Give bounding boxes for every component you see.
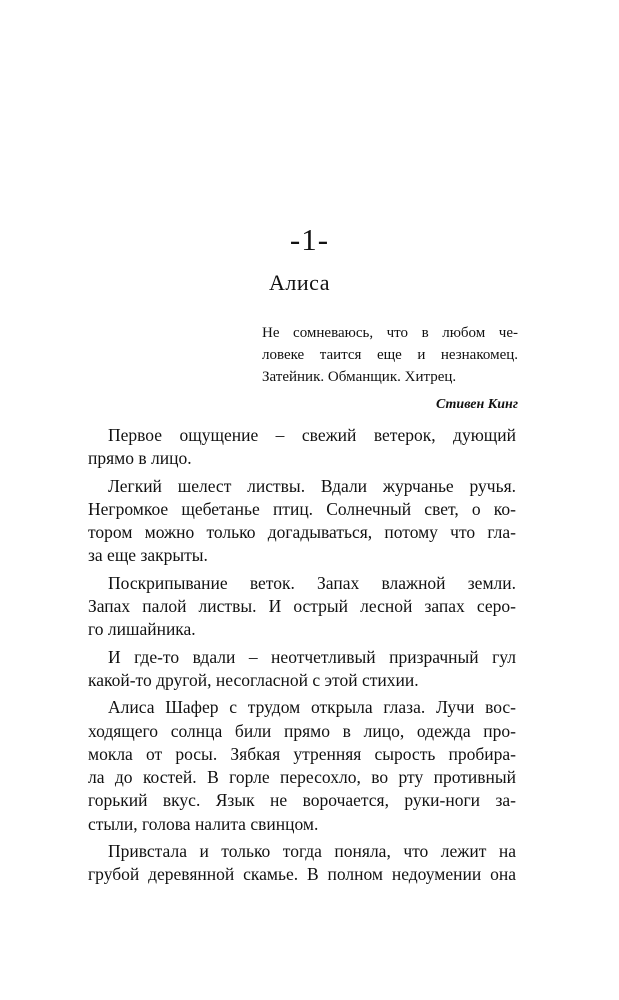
text-line: мокла от росы. Зябкая утренняя сырость пробира- — [88, 743, 516, 764]
epigraph-author: Стивен Кинг — [435, 397, 518, 412]
text-line: ходящего солнца били прямо в лицо, одежда про- — [88, 720, 516, 741]
text-line: Алиса Шафер с трудом открыла глаза. Лучи вос- — [108, 697, 516, 718]
paragraph — [88, 424, 516, 471]
epigraph-line: ловеке таится еще и незнакомец. — [262, 347, 518, 363]
text-line: прямо в лицо. — [88, 448, 192, 469]
chapter-number: -1- — [289, 222, 330, 257]
text-line: ла до костей. В горле пересохло, во рту противный — [88, 767, 516, 788]
text-line: Поскрипывание веток. Запах влажной земли. — [108, 572, 516, 593]
text-line: стыли, голова налита свинцом. — [88, 813, 319, 834]
text-line: горький вкус. Язык не ворочается, руки-ноги за- — [88, 790, 516, 811]
paragraph — [88, 646, 516, 693]
text-line: Запах палой листвы. И острый лесной запах серо- — [88, 596, 516, 617]
epigraph — [262, 322, 518, 416]
text-line: какой-то другой, несогласной с этой стихии. — [88, 669, 419, 690]
paragraph — [88, 572, 516, 642]
body-text — [88, 424, 516, 891]
text-line: го лишайника. — [88, 619, 196, 640]
paragraph — [88, 840, 516, 887]
text-line: за еще закрыты. — [88, 545, 208, 566]
text-line: Первое ощущение – свежий ветерок, дующий — [108, 425, 516, 445]
chapter-title: Алиса — [269, 270, 330, 295]
paragraph — [88, 475, 516, 568]
paragraph — [88, 696, 516, 836]
text-line: тором можно только догадываться, потому что гла- — [88, 522, 516, 543]
text-line: И где-то вдали – неотчетливый призрачный гул — [108, 646, 516, 667]
text-line: Негромкое щебетанье птиц. Солнечный свет, о ко- — [88, 498, 516, 519]
text-line: грубой деревянной скамье. В полном недоумении она — [88, 864, 516, 885]
epigraph-line: Затейник. Обманщик. Хитрец. — [262, 369, 457, 385]
text-line: Легкий шелест листвы. Вдали журчанье ручья. — [108, 475, 516, 496]
epigraph-line: Не сомневаюсь, что в любом че- — [262, 325, 518, 341]
text-line: Привстала и только тогда поняла, что лежит на — [108, 841, 516, 862]
